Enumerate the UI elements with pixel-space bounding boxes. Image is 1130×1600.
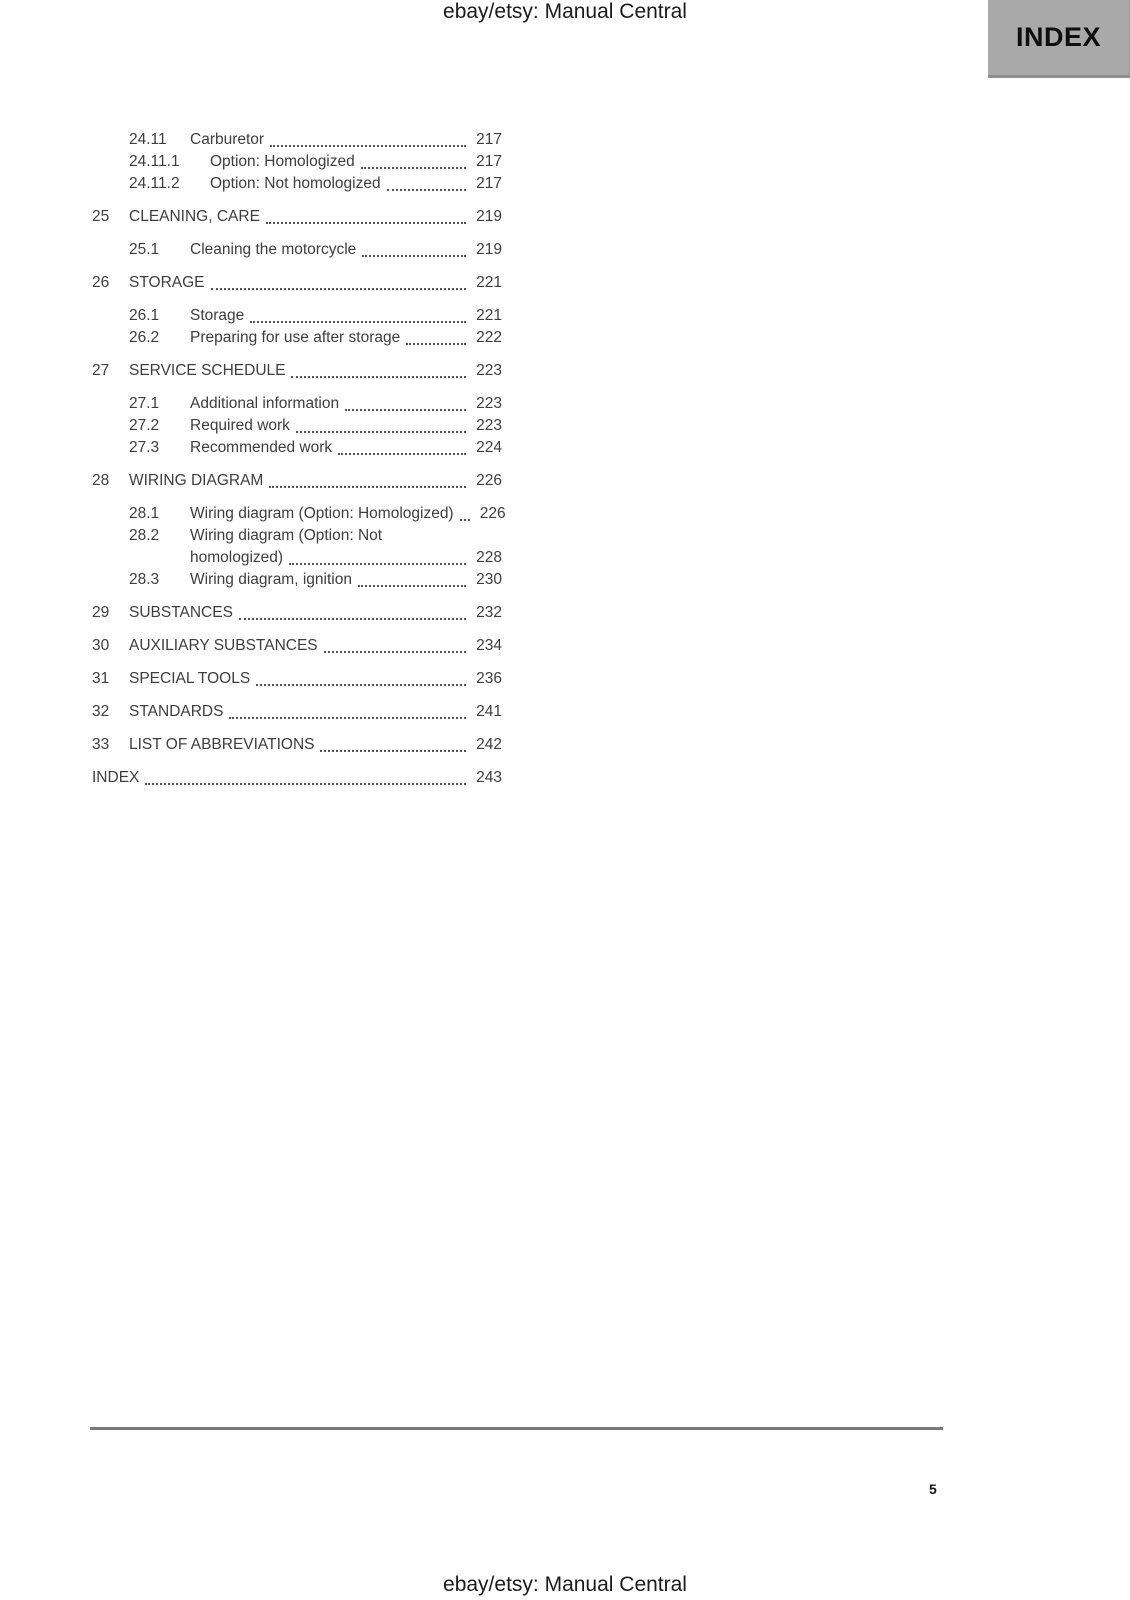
toc-entry (92, 305, 502, 327)
toc-entry-number: 27.2 (129, 417, 160, 434)
toc-entry-number: 24.11 (129, 131, 167, 148)
toc-entry (92, 602, 502, 624)
toc-entry (92, 393, 502, 415)
toc-entry-title: Wiring diagram (Option: Homologized) (190, 505, 454, 522)
toc-entry-page: 241 (476, 703, 502, 720)
toc-entry-title-line1: Wiring diagram (Option: Not (190, 527, 383, 544)
toc-entry (92, 701, 502, 723)
dot-leader (270, 145, 466, 147)
dot-leader (338, 453, 466, 455)
dot-leader (460, 519, 470, 521)
toc-entry-title: Preparing for use after storage (190, 329, 401, 346)
toc-entry-number: 28.3 (129, 571, 160, 588)
index-tab (988, 0, 1130, 78)
toc-entry-title: STANDARDS (129, 703, 224, 720)
page-number: 5 (929, 1481, 937, 1497)
toc-entry-page: 221 (476, 274, 502, 291)
dot-leader (266, 222, 466, 224)
dot-leader (229, 717, 466, 719)
dot-leader (362, 255, 466, 257)
toc-entry (92, 239, 502, 261)
footer-divider (90, 1427, 943, 1430)
toc-entry-title: Cleaning the motorcycle (190, 241, 357, 258)
dot-leader (320, 750, 466, 752)
toc-entry-number: 25.1 (129, 241, 160, 258)
page-header: ebay/etsy: Manual Central (443, 0, 687, 23)
dot-leader (250, 321, 466, 323)
dot-leader (145, 783, 466, 785)
indent-spacer (92, 437, 129, 459)
toc-entry-page: 219 (476, 208, 502, 225)
toc-entry-page: 223 (476, 362, 502, 379)
dot-leader (289, 563, 466, 565)
indent-spacer (92, 569, 129, 591)
dot-leader (361, 167, 466, 169)
dot-leader (387, 189, 466, 191)
toc-entry-title: LIST OF ABBREVIATIONS (129, 736, 315, 753)
dot-leader (269, 486, 466, 488)
dot-leader (406, 343, 466, 345)
toc-entry-number: 25 (92, 208, 110, 225)
toc-entry-number: 30 (92, 637, 110, 654)
indent-spacer (92, 327, 129, 349)
toc-entry-number: 24.11.2 (129, 175, 180, 192)
toc-entry-number: 33 (92, 736, 110, 753)
toc-entry-title: SUBSTANCES (129, 604, 233, 621)
indent-spacer (92, 239, 129, 261)
toc-entry-page: 223 (476, 395, 502, 412)
toc-entry-number: 26 (92, 274, 110, 291)
toc-entry (92, 272, 502, 294)
toc-entry-page: 242 (476, 736, 502, 753)
toc-entry-number: 27 (92, 362, 110, 379)
toc-entry-number: 28.1 (129, 505, 160, 522)
toc-entry-page: 223 (476, 417, 502, 434)
indent-spacer (92, 305, 129, 327)
toc-entry-number: 27.1 (129, 395, 160, 412)
toc-entry-title: SPECIAL TOOLS (129, 670, 251, 687)
index-tab-label: INDEX (1015, 22, 1102, 52)
dot-leader (358, 585, 466, 587)
toc-entry-title: Recommended work (190, 439, 333, 456)
indent-spacer (92, 503, 129, 525)
indent-spacer (92, 173, 129, 195)
toc-entry (92, 734, 502, 756)
toc-entry (92, 569, 502, 591)
toc-entry-page: 219 (476, 241, 502, 258)
toc-entry (92, 767, 502, 789)
toc-entry (92, 151, 502, 173)
toc-entry (92, 668, 502, 690)
toc-entry-title: WIRING DIAGRAM (129, 472, 264, 489)
toc-entry-title: SERVICE SCHEDULE (129, 362, 286, 379)
dot-leader (291, 376, 466, 378)
toc-entry-page: 228 (476, 549, 502, 566)
indent-spacer (92, 415, 129, 437)
toc-entry-page: 222 (476, 329, 502, 346)
toc-entry-page: 230 (476, 571, 502, 588)
toc-entry (92, 360, 502, 382)
toc-entry-page: 234 (476, 637, 502, 654)
indent-spacer (92, 151, 129, 173)
toc-entry (92, 129, 502, 151)
toc-entry-page: 226 (479, 505, 506, 522)
toc-entry (92, 327, 502, 349)
toc-entry (92, 173, 502, 195)
toc-entry-title-line2: homologized) (190, 549, 284, 566)
toc-entry-title: Carburetor (190, 131, 265, 148)
toc-entry (92, 415, 502, 437)
toc-entry-title: Option: Not homologized (210, 175, 381, 192)
dot-leader (324, 651, 466, 653)
toc-entry-title: AUXILIARY SUBSTANCES (129, 637, 318, 654)
toc-entry-page: 217 (476, 131, 502, 148)
toc-entry-number: 28 (92, 472, 110, 489)
toc-entry-page: 236 (476, 670, 502, 687)
toc-entry (92, 206, 502, 228)
toc-entry (92, 525, 502, 569)
toc-entry-number: 26.1 (129, 307, 160, 324)
toc-entry-page: 224 (476, 439, 502, 456)
dot-leader (296, 431, 466, 433)
toc-entry-page: 221 (476, 307, 502, 324)
toc-entry-page: 243 (476, 769, 502, 786)
toc-entry-page: 217 (476, 153, 502, 170)
toc-entry (92, 503, 506, 525)
dot-leader (211, 288, 466, 290)
toc-entry-title: Storage (190, 307, 245, 324)
toc-entry-page: 217 (476, 175, 502, 192)
toc-entry-number: 31 (92, 670, 110, 687)
toc-entry-page: 226 (476, 472, 502, 489)
toc-entry-multiline-title (190, 525, 502, 569)
toc-entry-title: Wiring diagram, ignition (190, 571, 352, 588)
toc-entry (92, 470, 502, 492)
toc-entry-title: INDEX (92, 769, 140, 786)
toc-entry-number: 26.2 (129, 329, 160, 346)
toc-entry (92, 437, 502, 459)
toc-entry (92, 635, 502, 657)
toc-entry-number: 27.3 (129, 439, 160, 456)
toc-entry-number: 24.11.1 (129, 153, 180, 170)
table-of-contents (92, 129, 506, 789)
toc-entry-number: 29 (92, 604, 110, 621)
toc-entry-title: Additional information (190, 395, 340, 412)
dot-leader (256, 684, 466, 686)
toc-entry-title: STORAGE (129, 274, 205, 291)
dot-leader (239, 618, 466, 620)
toc-entry-title: CLEANING, CARE (129, 208, 260, 225)
toc-entry-number: 32 (92, 703, 110, 720)
indent-spacer (92, 525, 129, 569)
toc-entry-page: 232 (476, 604, 502, 621)
indent-spacer (92, 129, 129, 151)
page-footer: ebay/etsy: Manual Central (443, 1573, 687, 1596)
dot-leader (345, 409, 466, 411)
toc-entry-title: Option: Homologized (210, 153, 355, 170)
indent-spacer (92, 393, 129, 415)
toc-entry-number: 28.2 (129, 527, 160, 544)
toc-entry-title: Required work (190, 417, 290, 434)
